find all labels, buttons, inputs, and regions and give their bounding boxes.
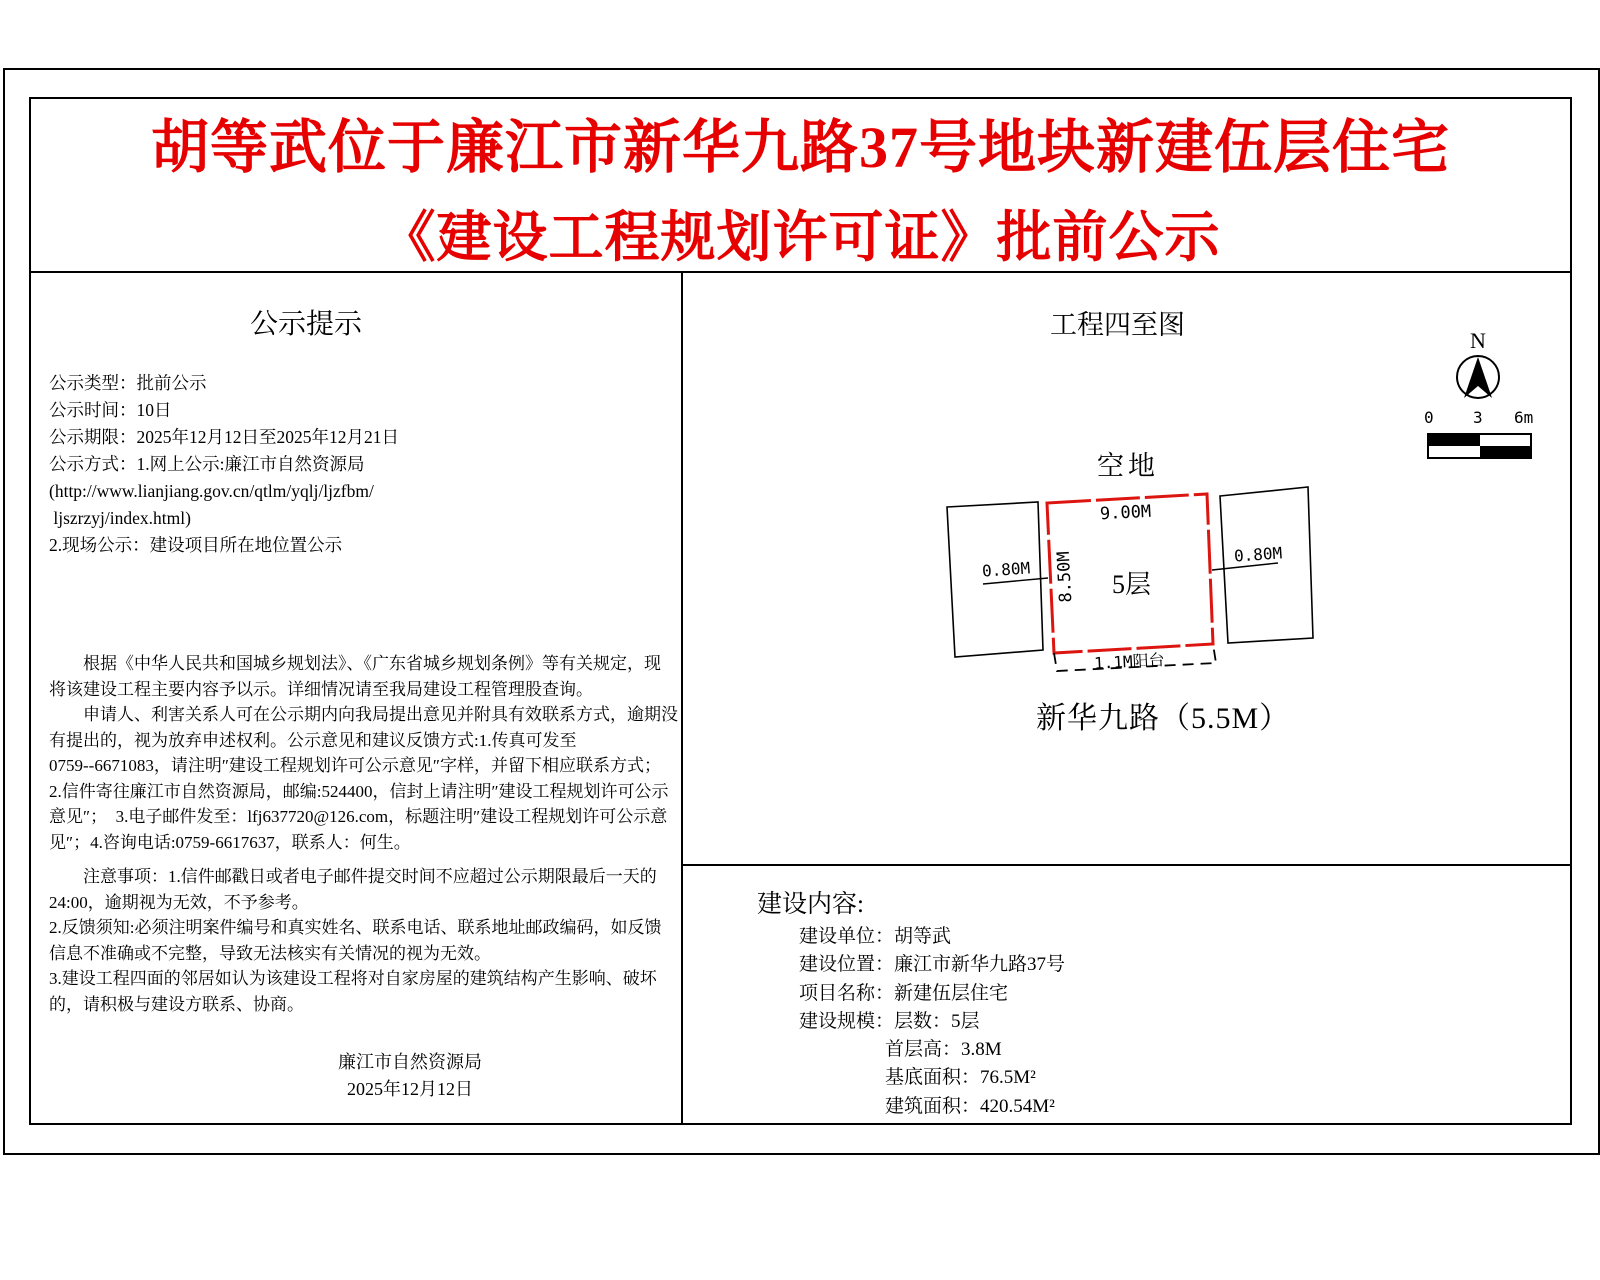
parcel-width-label: 9.00M	[1099, 501, 1152, 525]
road-label: 新华九路（5.5M）	[1036, 702, 1291, 735]
body-line: 将该建设工程主要内容予以示。详细情况请至我局建设工程管理股查询。	[49, 679, 593, 699]
construction-main-items	[799, 923, 1065, 1036]
construction-item: 建设规模：层数：5层	[799, 1010, 980, 1032]
construction-subitem: 基底面积：76.5M²	[885, 1067, 1036, 1089]
body-line: 申请人、利害关系人可在公示期内向我局提出意见并附具有效联系方式，逾期没	[49, 705, 678, 724]
scale-tick-3: 3	[1473, 408, 1483, 427]
construction-subitem: 建筑面积：420.54M²	[885, 1095, 1055, 1117]
info-line: (http://www.lianjiang.gov.cn/qtlm/yqlj/ljzfbm/	[49, 481, 374, 501]
compass-arrow-icon	[1464, 357, 1492, 398]
north-label: N	[1470, 328, 1486, 353]
body-line: 意见″； 3.电子邮件发至：lfj637720@126.com，标题注明″建设工程规划许可公示意	[49, 807, 668, 826]
construction-content-heading: 建设内容:	[757, 891, 864, 918]
construction-item: 项目名称：新建伍层住宅	[799, 982, 1009, 1004]
left-gap-label: 0.80M	[981, 558, 1031, 581]
info-line: 公示期限：2025年12月12日至2025年12月21日	[49, 427, 399, 447]
parcel-floors-label: 5层	[1112, 570, 1152, 599]
scale-tick-0: 0	[1424, 408, 1434, 427]
balcony-label: 1.1M阳台	[1093, 650, 1166, 673]
signature-line: 2025年12月12日	[347, 1078, 473, 1099]
left-panel-heading: 公示提示	[250, 309, 363, 340]
body-line: 的，请积极与建设方联系、协商。	[49, 994, 304, 1014]
construction-subitem: 首层高：3.8M	[885, 1039, 1002, 1060]
body-line: 3.建设工程四面的邻居如认为该建设工程将对自家房屋的建筑结构产生影响、破坏	[49, 969, 657, 988]
info-line: 公示方式：1.网上公示:廉江市自然资源局	[49, 454, 365, 474]
right-gap-label: 0.80M	[1233, 543, 1283, 566]
right-panel-heading: 工程四至图	[1050, 310, 1185, 340]
info-line: 2.现场公示：建设项目所在地位置公示	[49, 535, 343, 555]
info-line: 公示时间：10日	[49, 400, 172, 420]
body-line: 有提出的，视为放弃申述权利。公示意见和建议反馈方式:1.传真可发至	[49, 730, 577, 750]
signature-line: 廉江市自然资源局	[338, 1052, 482, 1072]
body-line: 信息不准确或不完整，导致无法核实有关情况的视为无效。	[49, 943, 491, 963]
construction-item: 建设位置：廉江市新华九路37号	[799, 954, 1066, 976]
empty-lot-label: 空地	[1097, 451, 1159, 481]
page-title-line-1: 胡等武位于廉江市新华九路37号地块新建伍层住宅	[150, 115, 1450, 180]
body-line: 0759--6671083，请注明″建设工程规划许可公示意见″字样，并留下相应联系方式；	[49, 756, 661, 775]
scale-tick-6m: 6m	[1514, 408, 1534, 427]
page-title-line-2: 《建设工程规划许可证》批前公示	[380, 207, 1221, 268]
info-line: ljszrzyj/index.html)	[49, 508, 191, 528]
body-line: 见″；4.咨询电话:0759-6617637，联系人：何生。	[49, 832, 411, 852]
body-line: 24:00，逾期视为无效，不予参考。	[49, 892, 309, 912]
construction-scale-items	[885, 1036, 1055, 1121]
parcel-depth-label: 8.50M	[1053, 550, 1077, 604]
construction-item: 建设单位：胡等武	[799, 926, 952, 947]
body-line: 2.反馈须知:必须注明案件编号和真实姓名、联系电话、联系地址邮政编码，如反馈	[49, 918, 662, 937]
body-line: 注意事项：1.信件邮戳日或者电子邮件提交时间不应超过公示期限最后一天的	[49, 867, 657, 886]
info-line: 公示类型：批前公示	[49, 373, 207, 393]
body-line: 2.信件寄往廉江市自然资源局，邮编:524400，信封上请注明″建设工程规划许可公示	[49, 781, 669, 801]
body-line: 根据《中华人民共和国城乡规划法》、《广东省城乡规划条例》等有关规定，现	[49, 654, 661, 673]
